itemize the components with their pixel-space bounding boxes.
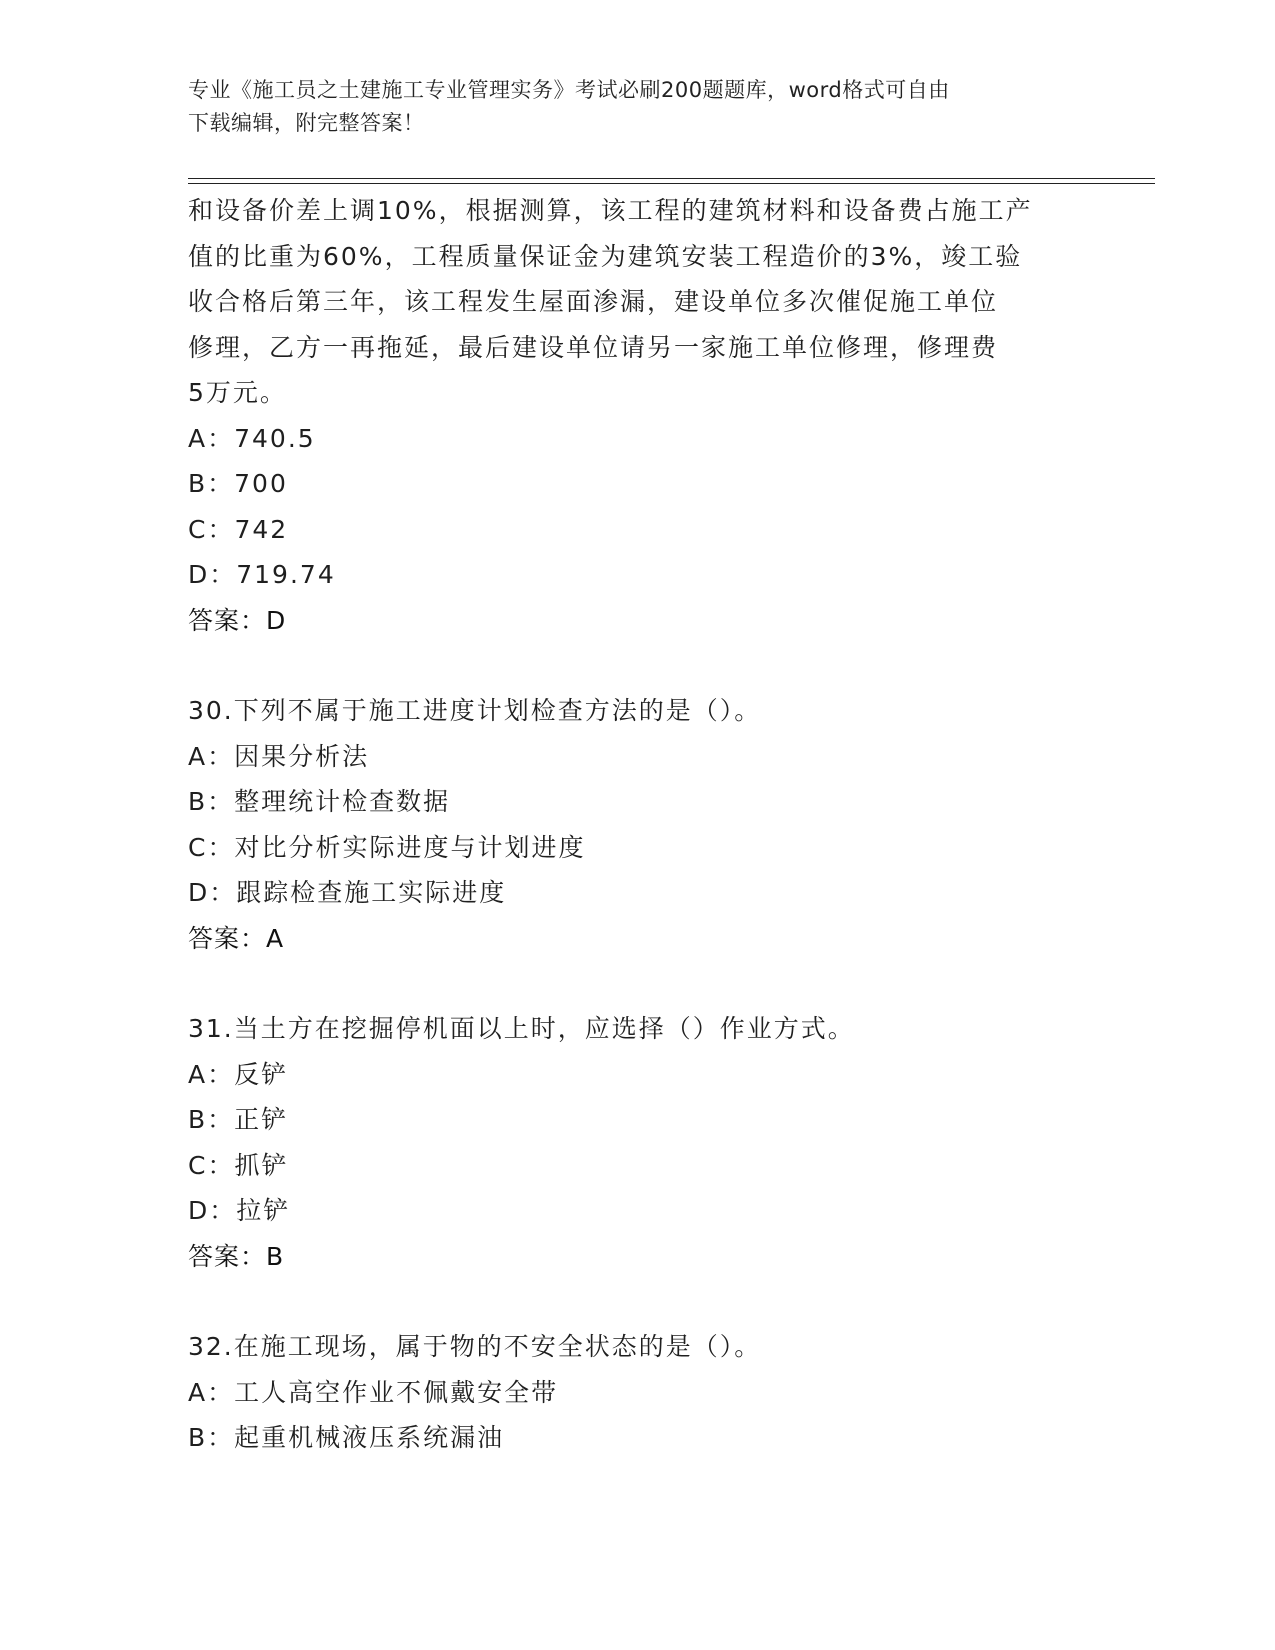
header-line-2: 下载编辑，附完整答案！ xyxy=(188,111,425,135)
document-header xyxy=(188,74,1078,140)
answer-line: 答案：A xyxy=(188,923,285,953)
question-31 xyxy=(188,1006,1088,1279)
option-a: A：因果分析法 xyxy=(188,741,370,771)
option-b: B：起重机械液压系统漏油 xyxy=(188,1423,505,1452)
spacer xyxy=(188,643,1088,688)
question-text-line: 收合格后第三年，该工程发生屋面渗漏，建设单位多次催促施工单位 xyxy=(188,287,999,316)
question-29 xyxy=(188,188,1088,643)
question-text: 32.在施工现场，属于物的不安全状态的是（）。 xyxy=(188,1332,762,1361)
option-b: B：正铲 xyxy=(188,1105,289,1134)
option-a: A：740.5 xyxy=(188,423,316,453)
header-rule-top xyxy=(188,178,1155,179)
option-c: C：对比分析实际进度与计划进度 xyxy=(188,832,586,862)
question-text: 30.下列不属于施工进度计划检查方法的是（）。 xyxy=(188,696,762,725)
question-30 xyxy=(188,688,1088,961)
question-text-line: 和设备价差上调10%，根据测算，该工程的建筑材料和设备费占施工产 xyxy=(188,196,1033,225)
question-32 xyxy=(188,1324,1088,1461)
option-b: B：700 xyxy=(188,469,288,498)
option-c: C：抓铲 xyxy=(188,1150,289,1180)
option-a: A：工人高空作业不佩戴安全带 xyxy=(188,1377,559,1407)
option-c: C：742 xyxy=(188,514,289,544)
document-body xyxy=(188,188,1088,1461)
question-text: 31.当土方在挖掘停机面以上时，应选择（）作业方式。 xyxy=(188,1014,855,1043)
header-line-1: 专业《施工员之土建施工专业管理实务》考试必刷200题题库，word格式可自由 xyxy=(188,78,950,102)
spacer xyxy=(188,1279,1088,1324)
question-text-line: 值的比重为60%，工程质量保证金为建筑安装工程造价的3%，竣工验 xyxy=(188,241,1023,271)
question-text-line: 修理，乙方一再拖延，最后建设单位请另一家施工单位修理，修理费 xyxy=(188,332,999,362)
spacer xyxy=(188,961,1088,1006)
option-d: D：跟踪检查施工实际进度 xyxy=(188,878,507,907)
answer-line: 答案：D xyxy=(188,605,287,635)
question-text-line: 5万元。 xyxy=(188,378,287,407)
answer-line: 答案：B xyxy=(188,1241,285,1271)
option-b: B：整理统计检查数据 xyxy=(188,787,451,816)
header-rule-bottom xyxy=(188,183,1155,184)
option-d: D：拉铲 xyxy=(188,1196,291,1225)
option-d: D：719.74 xyxy=(188,560,336,589)
option-a: A：反铲 xyxy=(188,1059,289,1089)
